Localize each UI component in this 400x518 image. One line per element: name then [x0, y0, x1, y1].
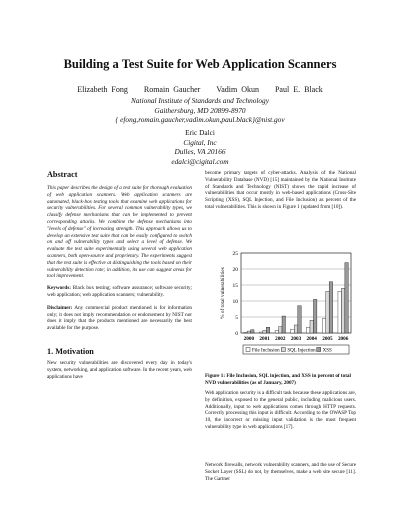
- legend-label: SQL Injection: [287, 348, 316, 354]
- right-column: [205, 170, 356, 211]
- author-email-2: edalci@cigital.com: [171, 156, 229, 166]
- x-tick-label: 2001: [259, 336, 270, 342]
- figure-1-chart: [215, 247, 355, 367]
- affiliation-2: [0, 128, 400, 166]
- bar: [345, 263, 348, 333]
- author-name: Elizabeth Fong: [77, 85, 128, 94]
- affiliation-city-2: Dulles, VA 20166: [174, 147, 226, 157]
- y-tick-label: 0: [235, 331, 238, 337]
- abstract-text: This paper describes the design of a test suite for thorough evaluation of web application scanners. Web application scanners are automated, black-box testing tools that examine web applications for security vulnerabilities. For several common vulnerability types, we classify defense mechanisms that can be implemented to prevent corresponding attacks. We combine the defense mechanisms into "levels of defense" of increasing strength. This approach allows us to develop an extensive test suite that can be easily configured to switch on and off vulnerability types and select a level of defense. We evaluate the test suite experimentally using several web application scanners, both open-source and proprietary. The experiments suggest that the test suite is effective at distinguishing the tools based on their vulnerability detection rate; in addition, its use can suggest areas for tool improvement.: [47, 185, 192, 280]
- bar: [279, 327, 282, 333]
- figure-caption: Figure 1: File Inclusion, SQL injection, and XSS in percent of total NVD vulnerabilities (as of January, 2007): [205, 373, 351, 386]
- motivation-text: New security vulnerabilities are discovered every day in today's system, networking, and application software. In the recent years, web applications have: [47, 359, 192, 380]
- bar: [341, 288, 344, 333]
- legend-swatch: [281, 348, 285, 352]
- keywords: [47, 285, 192, 299]
- right-paragraph-3: Network firewalls, network vulnerability scanners, and the use of Secure Socket Layer (SSL) do not, by themselves, make a web site secure [11]. The Gartner: [205, 462, 356, 482]
- keywords-text: Black box testing; software assurance; software security; web application; web application scanners; vulnerability.: [47, 285, 192, 298]
- y-tick-label: 20: [232, 267, 238, 273]
- disclaimer: [47, 305, 192, 332]
- bar: [291, 329, 294, 333]
- y-tick-label: 5: [235, 315, 238, 321]
- x-tick-label: 2000: [243, 336, 255, 342]
- bar: [329, 282, 332, 333]
- author-emails: { efong,romain.gaucher,vadim.okun,paul.black}@nist.gov: [115, 115, 285, 125]
- y-tick-label: 15: [232, 283, 238, 289]
- bar: [294, 325, 297, 333]
- x-tick-label: 2003: [290, 336, 302, 342]
- affiliation-city: Gaithersburg, MD 20899-8970: [154, 105, 246, 115]
- author-name: Vadim Okun: [216, 85, 259, 94]
- author-name: Paul E. Black: [274, 85, 323, 94]
- right-paragraph-1: become primary targets of cyber-attacks. Analysis of the National Vulnerability Database (NVD) [15] maintained by the National Institute of Standards and Technology (NIST) shows the rapid increase of vulnerabilities that occur mostly in web-based applications (Cross-Site Scripting (XSS), SQL Injection, and File Inclusion) as percent of the total vulnerabilities. This is shown in Figure 1 (updated from [10]).: [205, 170, 356, 210]
- left-column: [47, 170, 192, 380]
- legend-label: File Inclusion: [252, 348, 280, 354]
- y-tick-label: 10: [232, 299, 238, 305]
- legend-label: XSS: [322, 348, 332, 354]
- plot-area: [241, 253, 351, 333]
- x-tick-label: 2006: [337, 336, 349, 342]
- bar: [310, 320, 313, 333]
- bar: [282, 316, 285, 333]
- legend-swatch: [246, 348, 250, 352]
- right-paragraph-3-wrap: [205, 462, 356, 482]
- disclaimer-text: Any commercial product mentioned is for information only; it does not imply recommendation or endorsement by NIST nor does it imply that the products mentioned are necessarily the best available for the purpose.: [47, 304, 192, 332]
- y-axis-label: % of total vulnerabilities: [220, 267, 226, 319]
- x-tick-label: 2005: [322, 336, 333, 342]
- author-name: Romain Gaucher: [143, 85, 201, 94]
- bar: [244, 332, 247, 333]
- bar: [275, 330, 278, 333]
- disclaimer-label: Disclaimer:: [47, 304, 73, 311]
- affiliation-1: [0, 96, 400, 125]
- bar: [322, 319, 325, 333]
- y-tick-label: 25: [232, 251, 238, 257]
- bar: [251, 330, 254, 333]
- right-paragraph-2-wrap: [205, 390, 356, 431]
- bar: [338, 291, 341, 333]
- bar: [298, 306, 301, 333]
- affiliation-org: National Institute of Standards and Technology: [131, 96, 269, 105]
- author-names: [0, 85, 400, 95]
- bar: [313, 299, 316, 333]
- abstract-heading: Abstract: [47, 170, 78, 179]
- x-tick-label: 2004: [306, 336, 317, 342]
- bar: [247, 331, 250, 333]
- paper-title: Building a Test Suite for Web Application Scanners: [63, 57, 337, 71]
- keywords-label: Keywords:: [47, 285, 71, 292]
- bar: [263, 330, 266, 333]
- bar: [259, 332, 262, 333]
- section-heading-motivation: 1. Motivation: [47, 346, 94, 356]
- bar: [266, 327, 269, 333]
- bar: [307, 327, 310, 333]
- author-name-dalci: Eric Dalci: [185, 128, 215, 137]
- bar: [326, 291, 329, 333]
- x-tick-label: 2002: [275, 336, 286, 342]
- affiliation-org-2: Cigital, Inc: [183, 137, 217, 147]
- author-block-1: [0, 85, 400, 95]
- legend-swatch: [317, 348, 321, 352]
- right-paragraph-2: Web application security is a difficult task because these applications are, by definition, exposed to the general public, including malicious users. Additionally, input to web applications comes through HTTP requests. Correctly processing this input is difficult. According to the OWASP Top 10, the incorrect or missing input validation is the most frequent vulnerability type in web applications [17].: [205, 390, 356, 430]
